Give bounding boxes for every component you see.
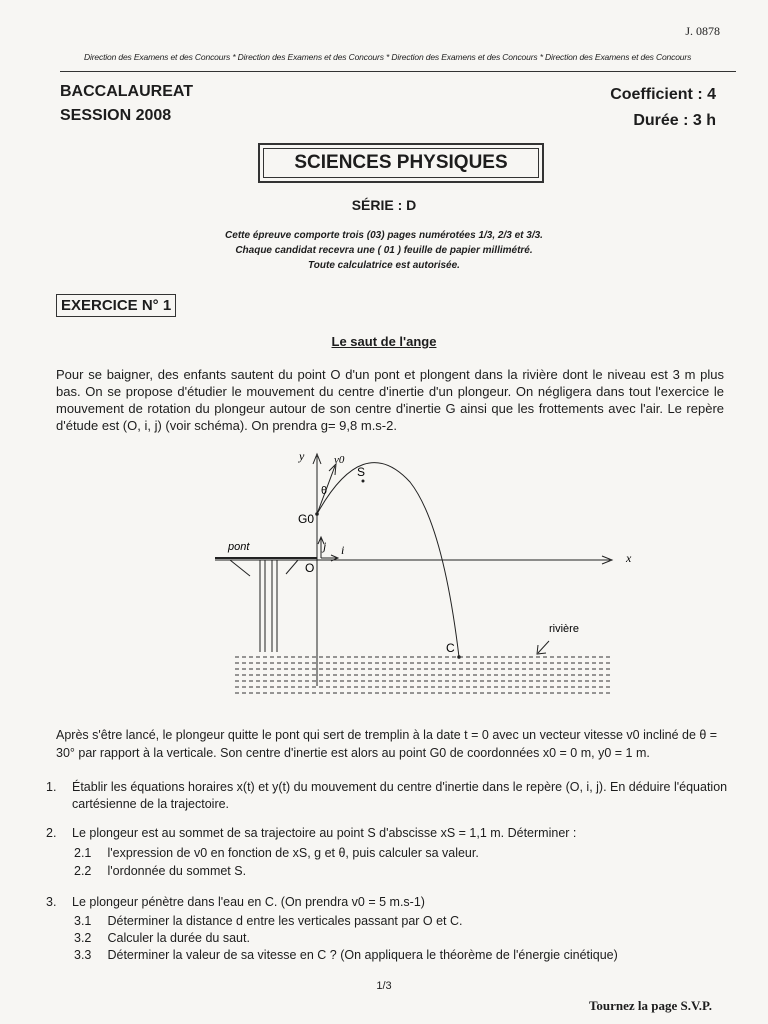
exam-session: SESSION 2008 [60,107,172,124]
unit-vector-j-label: j [323,539,327,553]
note-paper: Chaque candidat recevra une ( 01 ) feuille de papier millimétré. [235,245,533,256]
question-3 [46,894,736,912]
x-axis-label: x [626,551,632,565]
question-3-1-number: 3.1 [74,914,92,928]
turn-page-note: Tournez la page S.V.P. [588,998,712,1013]
subject-title-box [258,143,544,183]
bridge-label: pont [228,541,250,553]
question-2-1-number: 2.1 [74,846,92,860]
question-3-text: Le plongeur pénètre dans l'eau en C. (On prendra v0 = 5 m.s-1) [72,895,425,909]
intro-paragraph: Pour se baigner, des enfants sautent du point O d'un pont et plongent dans la rivière dont le niveau est 3 m plus bas. On se propose d'étudier le mouvement du centre d'inertie d'un plongeur. On négligera dans tout l'exercice le mouvement de rotation du plongeur autour de son centre d'inertie G ainsi que les frottements avec l'air. Le repère d'étude est (O, i, j) (voir schéma). On prendra g= 9,8 m.s-2. [56,367,724,433]
origin-label: O [305,561,315,575]
document-code: J. 0878 [685,24,720,38]
question-3-2-number: 3.2 [74,931,92,945]
exam-header-right [610,82,716,134]
unit-vector-i-label: i [341,543,345,557]
question-2-text: Le plongeur est au sommet de sa trajectoire au point S d'abscisse xS = 1,1 m. Déterminer : [72,826,577,840]
exam-name: BACCALAUREAT [60,83,194,100]
header-rule [60,71,736,72]
question-3-3-text: Déterminer la valeur de sa vitesse en C ? (On appliquera le théorème de l'énergie cinétique) [107,948,618,962]
question-2 [46,825,736,843]
summit-label: S [357,465,366,479]
theta-label: θ [321,485,328,497]
question-2-number: 2. [46,826,57,840]
question-2-2-text: l'ordonnée du sommet S. [107,864,247,878]
question-1-number: 1. [46,780,57,794]
question-3-number: 3. [46,895,57,909]
question-2-2-number: 2.2 [74,864,92,878]
question-2-2 [74,863,246,880]
y-axis-label: y [299,449,305,463]
coefficient: Coefficient : 4 [610,86,716,103]
note-calculator: Toute calculatrice est autorisée. [308,260,460,271]
question-3-3-number: 3.3 [74,948,92,962]
question-2-1 [74,845,479,862]
river-label: rivière [549,623,579,635]
exercise-heading: EXERCICE N° 1 [56,294,176,317]
subject-title: SCIENCES PHYSIQUES [263,148,539,178]
exercise-subtitle: Le saut de l'ange [331,334,437,349]
duration: Durée : 3 h [633,112,716,129]
diving-figure [200,446,632,706]
direction-banner: Direction des Examens et des Concours * Direction des Examens et des Concours * Direction des Examens et des Concours * Direction des Examens et des Concours [84,52,692,62]
g0-label: G0 [298,512,315,526]
question-3-1-text: Déterminer la distance d entre les verticales passant par O et C. [107,914,463,928]
exam-notes [0,228,768,273]
question-3-1 [74,913,463,930]
entry-point-label: C [446,641,455,655]
question-2-1-text: l'expression de v0 en fonction de xS, g et θ, puis calculer sa valeur. [107,846,479,860]
page-number: 1/3 [376,980,392,992]
question-1-text: Établir les équations horaires x(t) et y(t) du mouvement du centre d'inertie dans le repère (O, i, j). En déduire l'équation cartésienne de la trajectoire. [72,780,728,811]
v0-label: v0 [334,454,345,466]
question-3-2 [74,930,250,947]
launch-paragraph: Après s'être lancé, le plongeur quitte le pont qui sert de tremplin à la date t = 0 avec un vecteur vitesse v0 incliné de θ = 30° par rapport à la verticale. Son centre d'inertie est alors au point G0 de coordonnées x0 = 0 m, y0 = 1 m. [56,728,718,760]
question-3-2-text: Calculer la durée du saut. [107,931,250,945]
serie-label: SÉRIE : D [351,197,417,213]
exam-header-left [60,80,193,128]
note-pages: Cette épreuve comporte trois (03) pages numérotées 1/3, 2/3 et 3/3. [225,230,543,241]
question-1 [46,779,736,815]
question-3-3 [74,947,618,964]
